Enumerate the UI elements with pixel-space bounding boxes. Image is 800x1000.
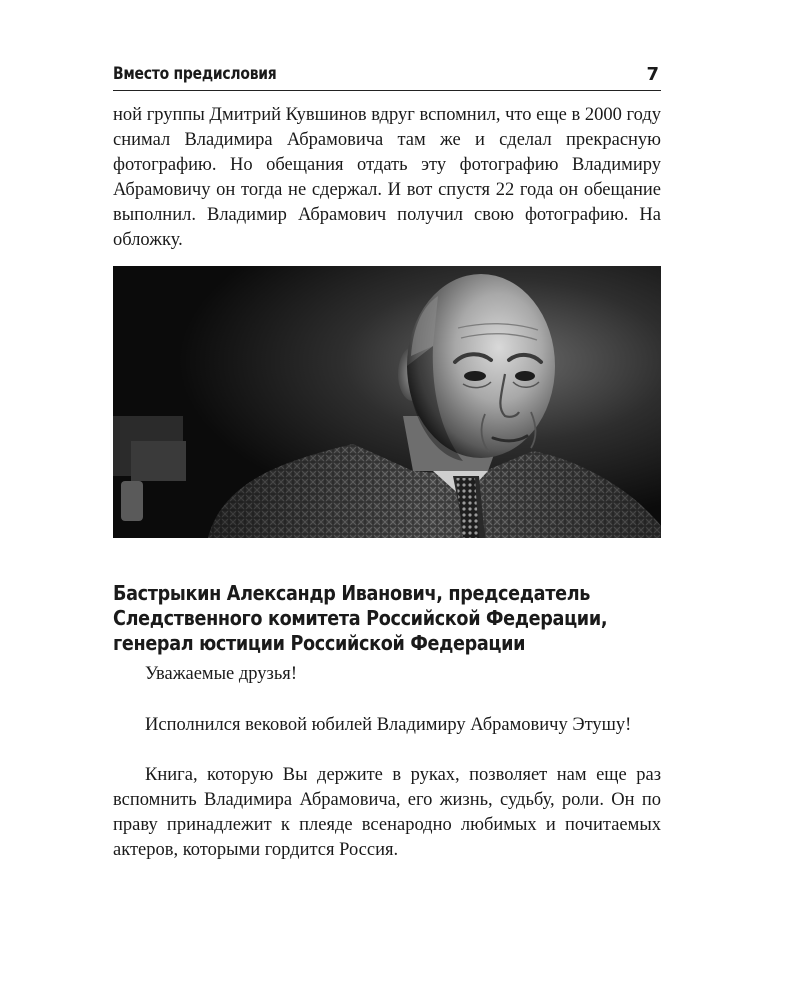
book-page [113, 56, 661, 863]
section-heading: Бастрыкин Александр Иванович, председатель Следственного комитета Российской Федерации, генерал юстиции Российской Федерации [113, 581, 608, 655]
page-number: 7 [646, 64, 659, 85]
portrait-photo [113, 266, 661, 538]
body-paragraph-greeting: Уважаемые друзья! [145, 664, 297, 684]
body-paragraph-jubilee: Исполнился вековой юбилей Владимиру Абрамовичу Этушу! [145, 715, 632, 735]
running-header [113, 56, 661, 91]
intro-paragraph: ной группы Дмитрий Кувшинов вдруг вспомнил, что еще в 2000 году снимал Владимира Абрамовича там же и сделал прекрасную фотографию. Но обещания отдать эту фотографию Владимиру Абрамовичу он тогда не сдержал. И вот спустя 22 года он обещание выполнил. Владимир Абрамович получил свою фотографию. На обложку. [113, 105, 661, 250]
running-title: Вместо предисловия [113, 64, 277, 84]
body-paragraph-book: Книга, которую Вы держите в руках, позволяет нам еще раз вспомнить Владимира Абрамовича, его жизнь, судьбу, роли. Он по праву принадлежит к плеяде всенародно любимых и почитаемых актеров, которыми гордится Россия. [113, 765, 661, 860]
